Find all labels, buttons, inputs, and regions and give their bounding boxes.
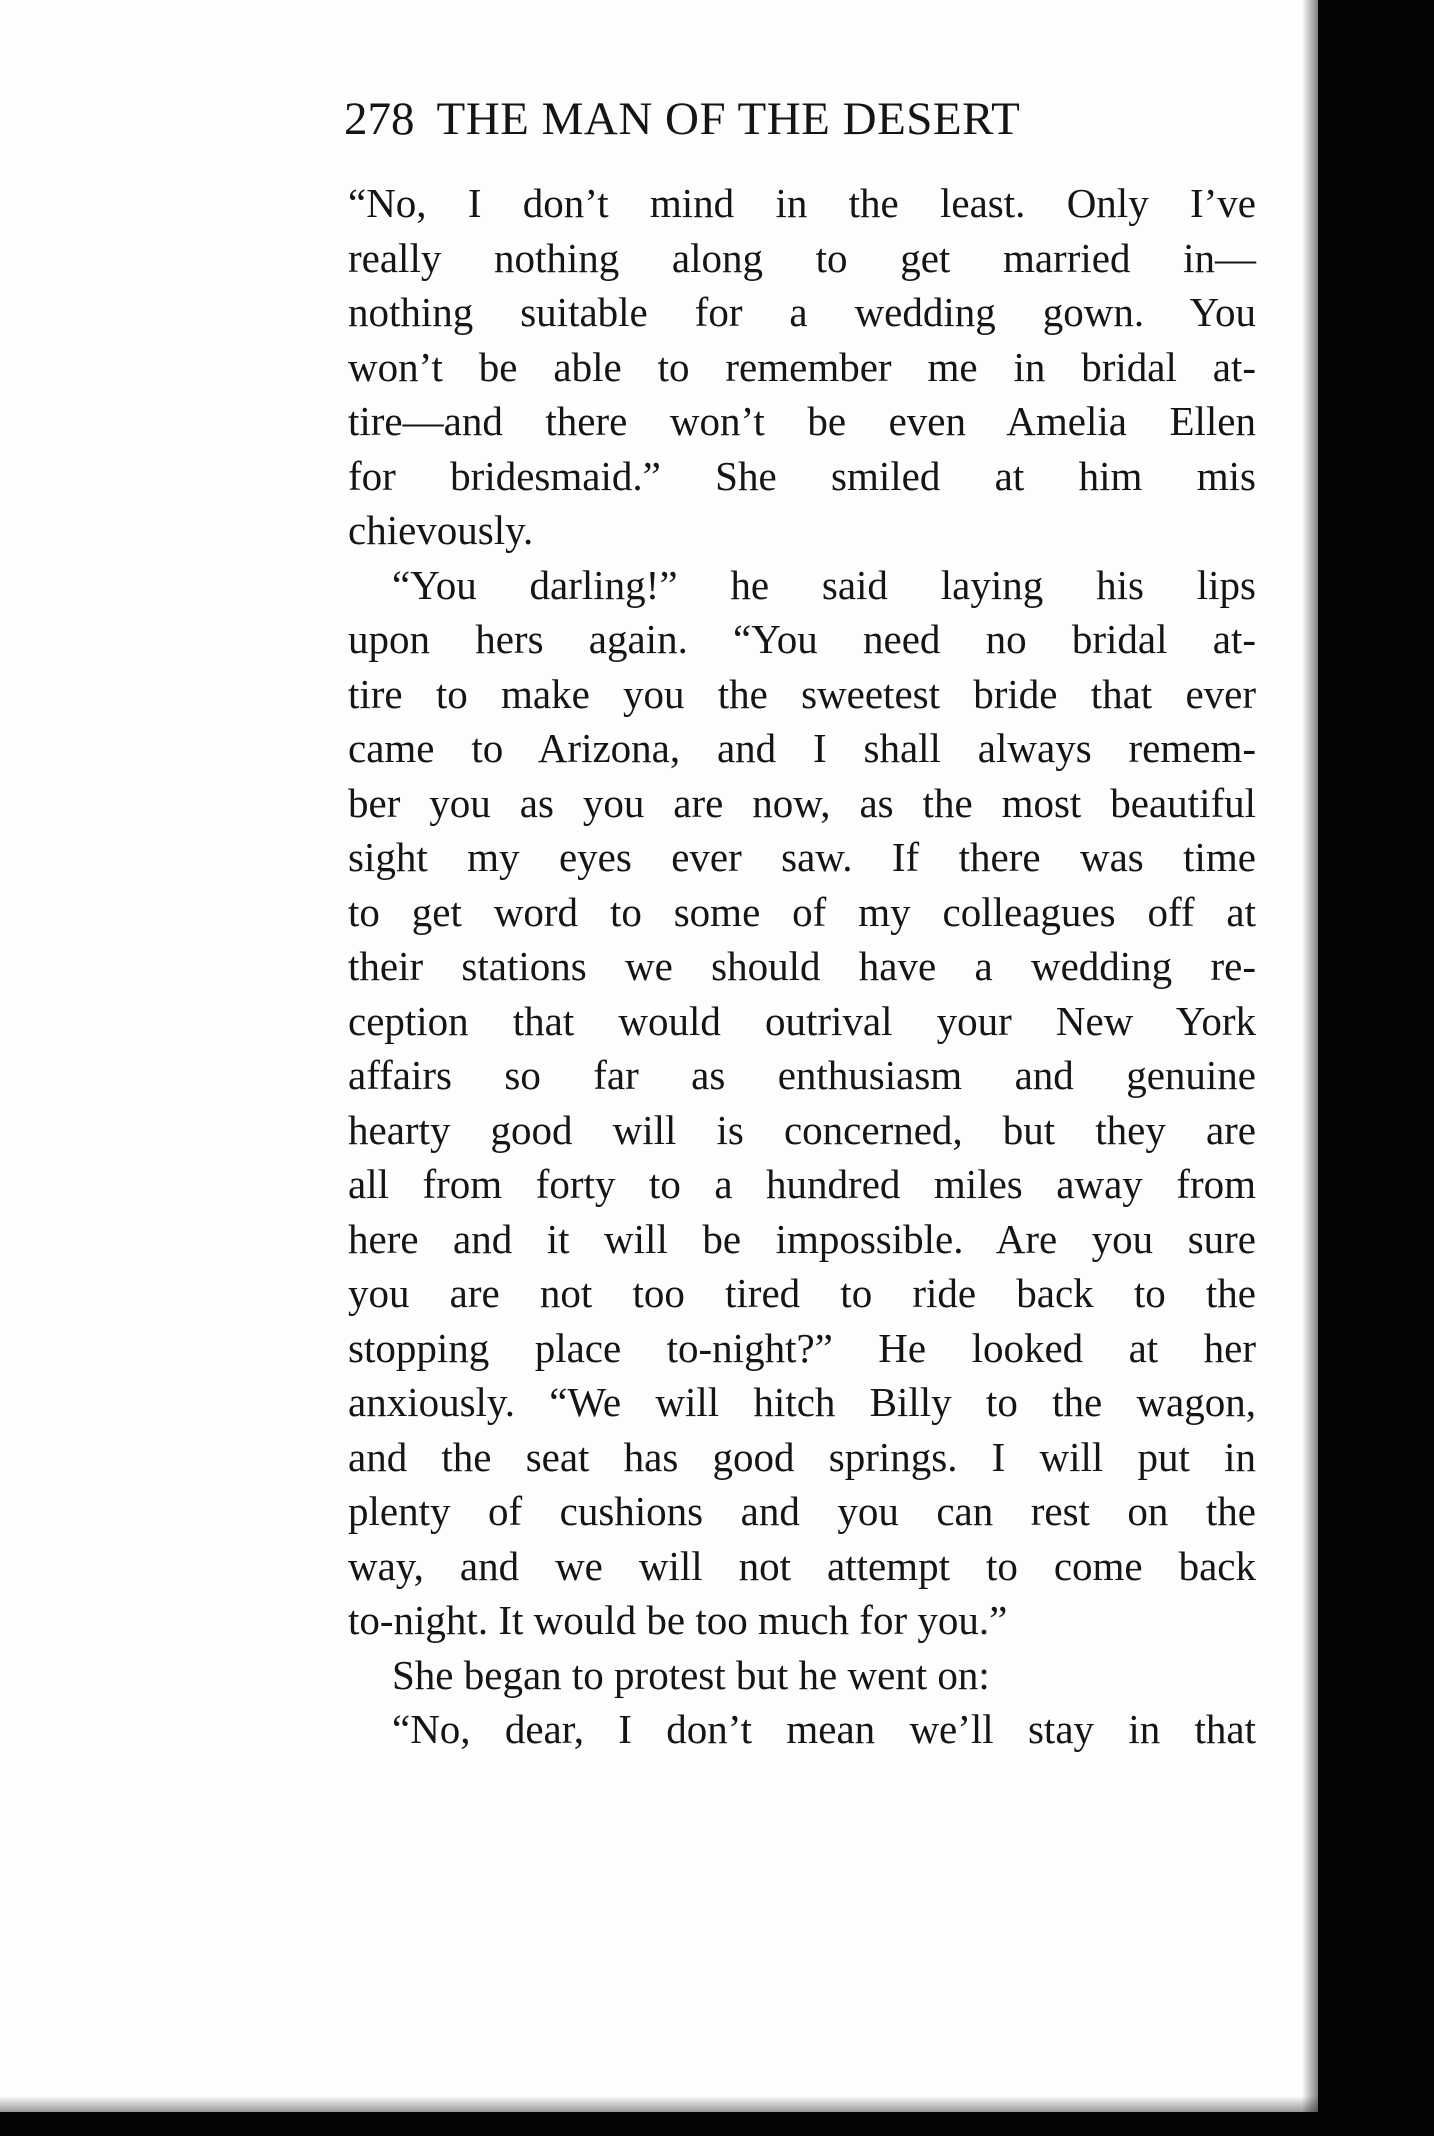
page-number: 278 bbox=[344, 93, 415, 145]
text-line: won’t be able to remember me in bridal at- bbox=[348, 343, 1256, 390]
scan-edge-right bbox=[1318, 0, 1434, 2136]
text-line: anxiously. “We will hitch Billy to the wagon, bbox=[348, 1379, 1256, 1425]
text-line: ception that would outrival your New York bbox=[348, 997, 1256, 1044]
text-line: came to Arizona, and I shall always remem- bbox=[348, 725, 1256, 771]
text-line: upon hers again. “You need no bridal at- bbox=[348, 616, 1256, 662]
text-line: nothing suitable for a wedding gown. You bbox=[348, 289, 1256, 335]
text-line: ber you as you are now, as the most beautiful bbox=[348, 779, 1256, 826]
text-line: really nothing along to get married in— bbox=[348, 234, 1256, 281]
text-line: tire to make you the sweetest bride that ever bbox=[348, 670, 1256, 717]
page-header bbox=[344, 92, 1244, 162]
running-title: THE MAN OF THE DESERT bbox=[436, 93, 1021, 145]
text-line: “No, I don’t mind in the least. Only I’ve bbox=[348, 180, 1256, 226]
text-line: “You darling!” he said laying his lips bbox=[392, 561, 1256, 608]
text-line: for bridesmaid.” She smiled at him mis bbox=[348, 452, 1256, 499]
text-line: and the seat has good springs. I will put in bbox=[348, 1433, 1256, 1480]
text-line: “No, dear, I don’t mean we’ll stay in that bbox=[392, 1706, 1256, 1752]
text-line: plenty of cushions and you can rest on the bbox=[348, 1488, 1256, 1534]
text-line: to get word to some of my colleagues off at bbox=[348, 888, 1256, 935]
text-line: hearty good will is concerned, but they are bbox=[348, 1106, 1256, 1153]
text-line: to-night. It would be too much for you.” bbox=[348, 1597, 1008, 1643]
scan-edge-bottom bbox=[0, 2112, 1434, 2136]
text-line: affairs so far as enthusiasm and genuine bbox=[348, 1052, 1256, 1098]
text-line: chievously. bbox=[348, 507, 534, 553]
text-line: all from forty to a hundred miles away from bbox=[348, 1161, 1256, 1207]
text-line: here and it will be impossible. Are you sure bbox=[348, 1215, 1256, 1262]
text-line: She began to protest but he went on: bbox=[392, 1651, 990, 1698]
text-line: tire—and there won’t be even Amelia Ellen bbox=[348, 398, 1256, 444]
body-text bbox=[348, 176, 1256, 1757]
text-line: sight my eyes ever saw. If there was time bbox=[348, 834, 1256, 880]
text-line: their stations we should have a wedding re- bbox=[348, 943, 1256, 989]
text-line: stopping place to-night?” He looked at her bbox=[348, 1324, 1256, 1371]
text-line: way, and we will not attempt to come back bbox=[348, 1542, 1256, 1589]
text-line: you are not too tired to ride back to the bbox=[348, 1270, 1256, 1316]
